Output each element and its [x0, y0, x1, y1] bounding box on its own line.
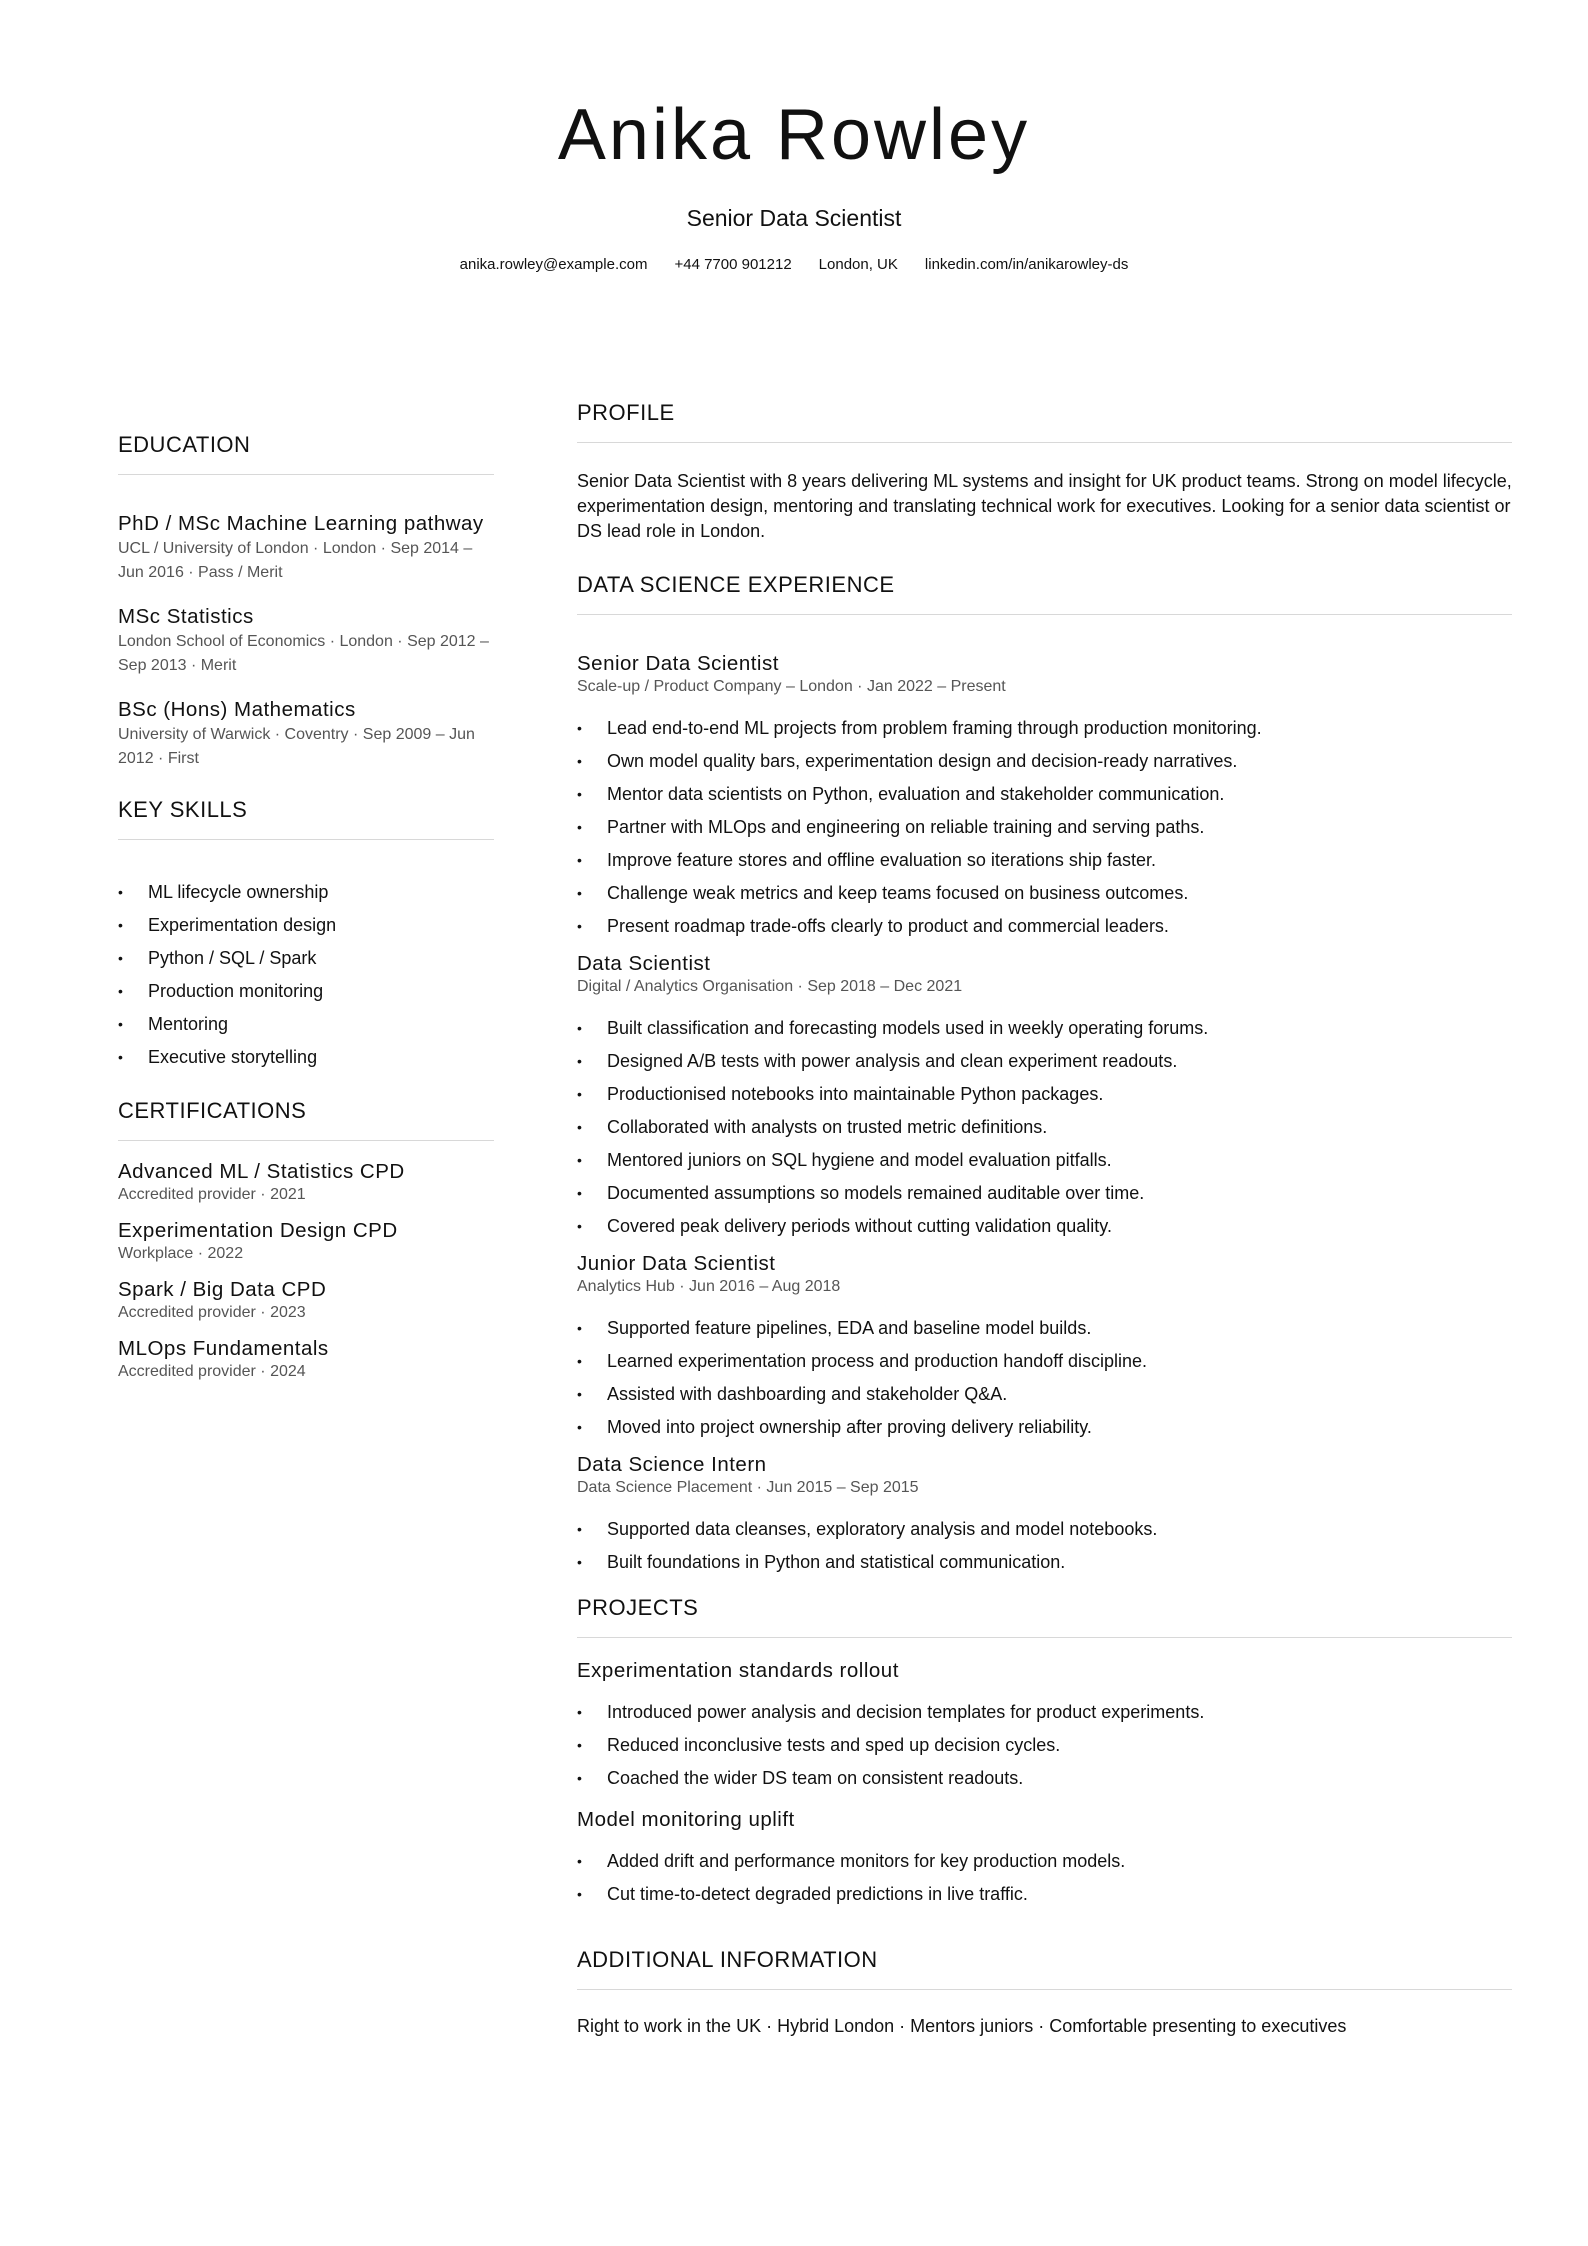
bullet-text: Covered peak delivery periods without cutting validation quality. — [607, 1216, 1112, 1236]
bullet-dot-icon: • — [577, 1053, 582, 1069]
bullet-dot-icon: • — [577, 1218, 582, 1234]
bullet-text: Built foundations in Python and statistical communication. — [607, 1552, 1066, 1572]
job-bullet — [577, 844, 1512, 877]
job-bullets — [577, 712, 1512, 943]
bullet-dot-icon: • — [577, 1770, 582, 1786]
certification-item — [118, 1159, 494, 1205]
projects-heading: PROJECTS — [577, 1593, 1512, 1638]
profile-heading: PROFILE — [577, 398, 1512, 443]
job-bullet — [577, 712, 1512, 745]
skill-item — [118, 1041, 494, 1074]
bullet-text: Mentor data scientists on Python, evaluation and stakeholder communication. — [607, 784, 1225, 804]
skill-item — [118, 909, 494, 942]
job-meta: Scale-up / Product Company – London · Jan 2022 – Present — [577, 678, 1006, 695]
job-meta: Digital / Analytics Organisation · Sep 2018 – Dec 2021 — [577, 978, 963, 995]
contact-email: anika.rowley@example.com — [459, 256, 648, 273]
bullet-dot-icon: • — [577, 1086, 582, 1102]
job-bullet — [577, 1144, 1512, 1177]
skill-label: Production monitoring — [148, 981, 324, 1001]
project-bullets — [577, 1845, 1512, 1911]
bullet-dot-icon: • — [577, 720, 582, 736]
profile-summary: Senior Data Scientist with 8 years delivering ML systems and insight for UK product teams. Strong on model lifecycle, experimentation design, mentoring and translating technical work for executives. Looking for a senior data scientist or DS lead role in London. — [577, 471, 1512, 541]
resume-header — [0, 90, 1588, 275]
contact-phone: +44 7700 901212 — [674, 256, 792, 273]
bullet-dot-icon: • — [577, 1152, 582, 1168]
contact-linkedin: linkedin.com/in/anikarowley-ds — [924, 256, 1129, 273]
job-bullet — [577, 1513, 1512, 1546]
bullet-dot-icon: • — [577, 819, 582, 835]
bullet-text: Reduced inconclusive tests and sped up decision cycles. — [607, 1735, 1061, 1755]
bullet-dot-icon: • — [577, 1419, 582, 1435]
bullet-text: Improve feature stores and offline evaluation so iterations ship faster. — [607, 850, 1156, 870]
bullet-dot-icon: • — [118, 884, 123, 900]
bullet-text: Own model quality bars, experimentation design and decision-ready narratives. — [607, 751, 1238, 771]
skill-item — [118, 1008, 494, 1041]
job-entry — [577, 1251, 1512, 1444]
bullet-text: Built classification and forecasting models used in weekly operating forums. — [607, 1018, 1209, 1038]
certification-name: Spark / Big Data CPD — [118, 1278, 327, 1301]
bullet-text: Lead end-to-end ML projects from problem framing through production monitoring. — [607, 718, 1262, 738]
skill-label: Executive storytelling — [148, 1047, 318, 1067]
certification-details: Accredited provider · 2024 — [118, 1363, 306, 1380]
certification-name: Experimentation Design CPD — [118, 1219, 398, 1242]
bullet-dot-icon: • — [577, 1185, 582, 1201]
bullet-text: Designed A/B tests with power analysis and clean experiment readouts. — [607, 1051, 1178, 1071]
job-bullet — [577, 1012, 1512, 1045]
bullet-dot-icon: • — [577, 1554, 582, 1570]
degree-details: UCL / University of London · London · Sep 2014 – Jun 2016 · Pass / Merit — [118, 540, 473, 581]
job-bullets — [577, 1513, 1512, 1579]
contact-location: London, UK — [818, 256, 898, 273]
experience-section — [577, 570, 1512, 1579]
project-entry — [577, 1658, 1512, 1795]
job-role: Data Science Intern — [577, 1453, 767, 1476]
job-role: Data Scientist — [577, 952, 711, 975]
project-bullet — [577, 1845, 1512, 1878]
profile-section — [577, 398, 1512, 544]
job-bullet — [577, 877, 1512, 910]
job-bullet — [577, 778, 1512, 811]
project-name: Model monitoring uplift — [577, 1808, 795, 1831]
job-bullet — [577, 745, 1512, 778]
job-entry — [577, 1452, 1512, 1579]
certification-item — [118, 1218, 494, 1264]
bullet-text: Introduced power analysis and decision templates for product experiments. — [607, 1702, 1205, 1722]
bullet-text: Present roadmap trade-offs clearly to product and commercial leaders. — [607, 916, 1169, 936]
bullet-dot-icon: • — [118, 1016, 123, 1032]
bullet-dot-icon: • — [577, 1353, 582, 1369]
project-bullets — [577, 1696, 1512, 1795]
project-bullet — [577, 1878, 1512, 1911]
additional-section — [577, 1945, 1512, 2039]
job-bullet — [577, 811, 1512, 844]
education-item — [118, 697, 494, 771]
project-bullet — [577, 1762, 1512, 1795]
bullet-dot-icon: • — [577, 786, 582, 802]
skills-heading: KEY SKILLS — [118, 795, 494, 840]
job-meta: Data Science Placement · Jun 2015 – Sep 2015 — [577, 1479, 919, 1496]
bullet-dot-icon: • — [577, 1886, 582, 1902]
bullet-text: Supported feature pipelines, EDA and baseline model builds. — [607, 1318, 1092, 1338]
job-role: Senior Data Scientist — [577, 652, 779, 675]
contact-line — [0, 255, 1588, 275]
project-entry — [577, 1807, 1512, 1911]
job-bullets — [577, 1012, 1512, 1243]
bullet-dot-icon: • — [577, 1020, 582, 1036]
bullet-dot-icon: • — [577, 918, 582, 934]
skill-item — [118, 876, 494, 909]
bullet-text: Productionised notebooks into maintainable Python packages. — [607, 1084, 1104, 1104]
bullet-text: Mentored juniors on SQL hygiene and model evaluation pitfalls. — [607, 1150, 1112, 1170]
education-item — [118, 511, 494, 585]
projects-section — [577, 1593, 1512, 1911]
additional-info: Right to work in the UK · Hybrid London · Mentors juniors · Comfortable presenting to executives — [577, 2016, 1347, 2036]
bullet-dot-icon: • — [577, 1386, 582, 1402]
education-item — [118, 604, 494, 678]
degree-details: University of Warwick · Coventry · Sep 2009 – Jun 2012 · First — [118, 726, 475, 767]
job-bullet — [577, 1378, 1512, 1411]
bullet-dot-icon: • — [577, 753, 582, 769]
candidate-title: Senior Data Scientist — [686, 205, 902, 231]
candidate-name: Anika Rowley — [557, 95, 1031, 175]
certifications-section — [118, 1096, 494, 1382]
right-column — [577, 398, 1512, 2053]
bullet-dot-icon: • — [577, 1704, 582, 1720]
skill-label: Experimentation design — [148, 915, 337, 935]
project-bullet — [577, 1729, 1512, 1762]
certification-item — [118, 1277, 494, 1323]
degree-title: PhD / MSc Machine Learning pathway — [118, 512, 484, 535]
job-bullet — [577, 1546, 1512, 1579]
bullet-dot-icon: • — [577, 1853, 582, 1869]
bullet-text: Partner with MLOps and engineering on reliable training and serving paths. — [607, 817, 1205, 837]
bullet-dot-icon: • — [577, 885, 582, 901]
bullet-dot-icon: • — [577, 852, 582, 868]
certifications-heading: CERTIFICATIONS — [118, 1096, 494, 1141]
job-bullet — [577, 1312, 1512, 1345]
job-entry — [577, 651, 1512, 943]
bullet-text: Coached the wider DS team on consistent readouts. — [607, 1768, 1024, 1788]
bullet-dot-icon: • — [118, 917, 123, 933]
job-role: Junior Data Scientist — [577, 1252, 776, 1275]
certification-item — [118, 1336, 494, 1382]
experience-heading: DATA SCIENCE EXPERIENCE — [577, 570, 1512, 615]
job-bullet — [577, 1210, 1512, 1243]
skill-label: ML lifecycle ownership — [148, 882, 329, 902]
bullet-text: Assisted with dashboarding and stakeholder Q&A. — [607, 1384, 1008, 1404]
certification-name: Advanced ML / Statistics CPD — [118, 1160, 405, 1183]
certification-details: Accredited provider · 2023 — [118, 1304, 306, 1321]
job-bullet — [577, 1345, 1512, 1378]
bullet-dot-icon: • — [577, 1737, 582, 1753]
job-entry — [577, 951, 1512, 1243]
degree-details: London School of Economics · London · Sep 2012 – Sep 2013 · Merit — [118, 633, 489, 674]
certification-details: Accredited provider · 2021 — [118, 1186, 306, 1203]
project-bullet — [577, 1696, 1512, 1729]
job-bullet — [577, 910, 1512, 943]
bullet-text: Collaborated with analysts on trusted metric definitions. — [607, 1117, 1048, 1137]
bullet-dot-icon: • — [118, 950, 123, 966]
bullet-dot-icon: • — [577, 1320, 582, 1336]
skills-section — [118, 795, 494, 1074]
certification-details: Workplace · 2022 — [118, 1245, 244, 1262]
skill-label: Python / SQL / Spark — [148, 948, 317, 968]
education-heading: EDUCATION — [118, 430, 494, 475]
left-column — [118, 430, 494, 1404]
bullet-dot-icon: • — [577, 1521, 582, 1537]
job-bullet — [577, 1111, 1512, 1144]
skill-item — [118, 975, 494, 1008]
job-meta: Analytics Hub · Jun 2016 – Aug 2018 — [577, 1278, 841, 1295]
bullet-text: Moved into project ownership after proving delivery reliability. — [607, 1417, 1092, 1437]
bullet-dot-icon: • — [118, 983, 123, 999]
certification-name: MLOps Fundamentals — [118, 1337, 329, 1360]
bullet-text: Learned experimentation process and production handoff discipline. — [607, 1351, 1148, 1371]
degree-title: BSc (Hons) Mathematics — [118, 698, 356, 721]
project-name: Experimentation standards rollout — [577, 1659, 899, 1682]
job-bullet — [577, 1045, 1512, 1078]
education-section — [118, 430, 494, 771]
bullet-text: Challenge weak metrics and keep teams focused on business outcomes. — [607, 883, 1189, 903]
job-bullets — [577, 1312, 1512, 1444]
job-bullet — [577, 1078, 1512, 1111]
bullet-text: Supported data cleanses, exploratory analysis and model notebooks. — [607, 1519, 1158, 1539]
job-bullet — [577, 1411, 1512, 1444]
degree-title: MSc Statistics — [118, 605, 254, 628]
job-bullet — [577, 1177, 1512, 1210]
bullet-dot-icon: • — [118, 1049, 123, 1065]
skill-label: Mentoring — [148, 1014, 229, 1034]
additional-heading: ADDITIONAL INFORMATION — [577, 1945, 1512, 1990]
bullet-text: Added drift and performance monitors for key production models. — [607, 1851, 1126, 1871]
bullet-text: Cut time-to-detect degraded predictions in live traffic. — [607, 1884, 1028, 1904]
bullet-text: Documented assumptions so models remained auditable over time. — [607, 1183, 1145, 1203]
skill-item — [118, 942, 494, 975]
skills-list — [118, 876, 494, 1074]
bullet-dot-icon: • — [577, 1119, 582, 1135]
